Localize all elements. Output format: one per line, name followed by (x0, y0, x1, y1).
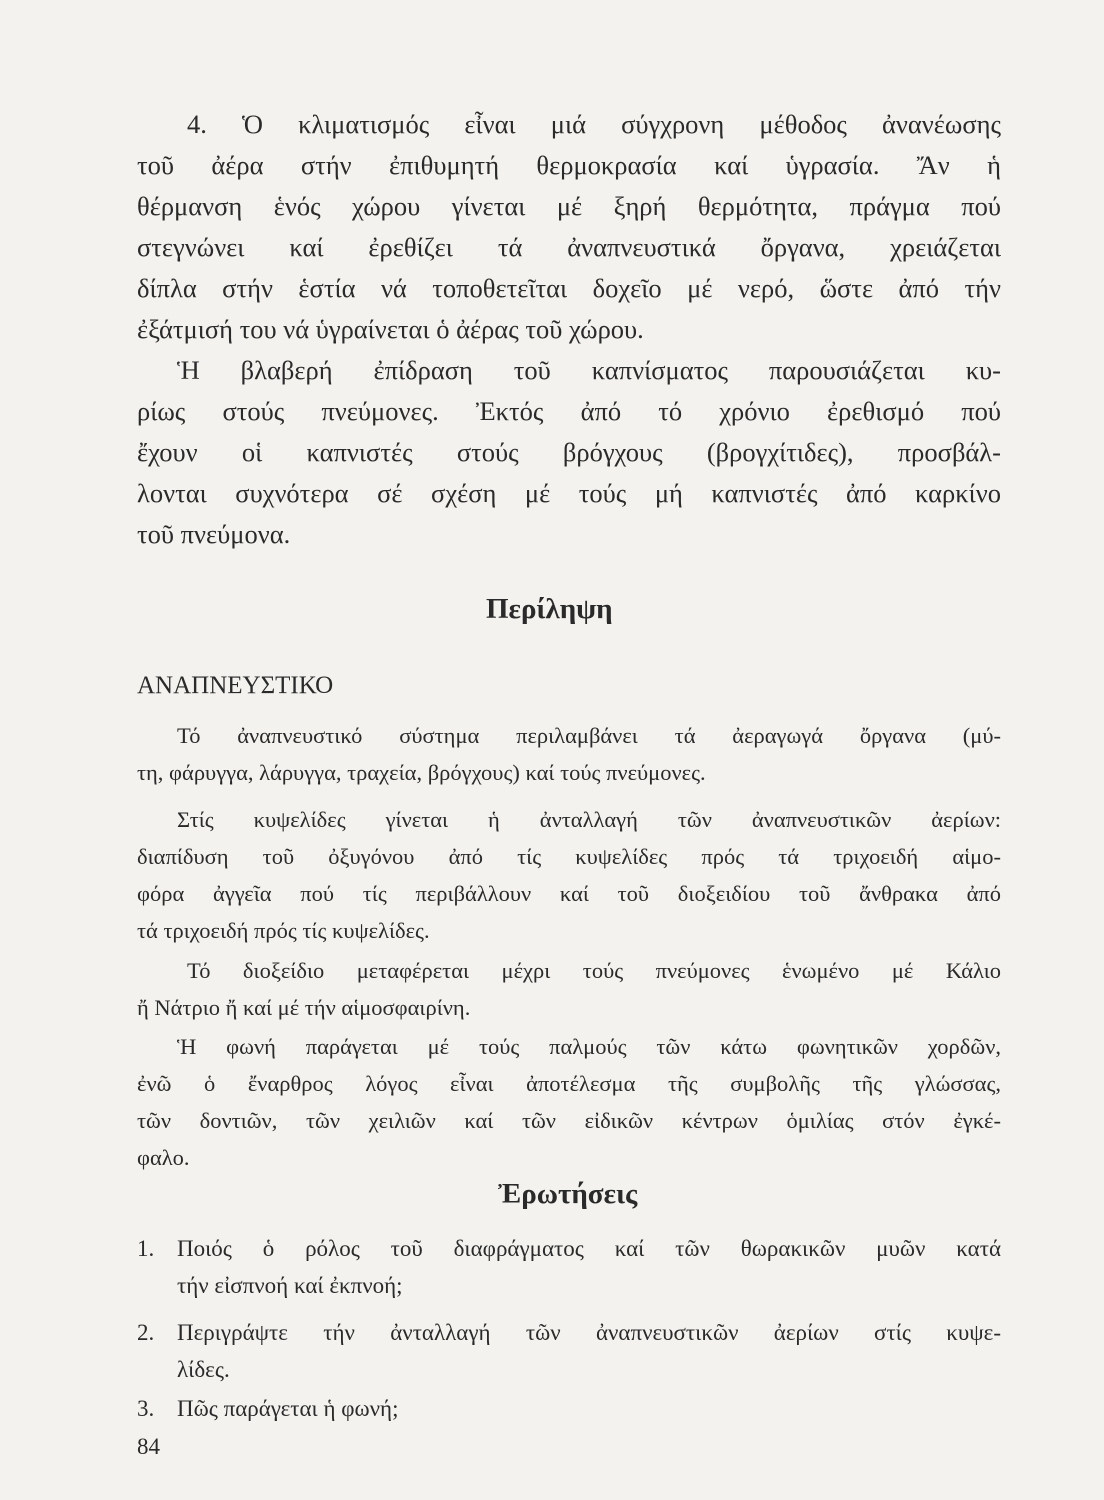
text-line: ἔχουν οἱ καπνιστές στούς βρόγχους (βρογχίτιδες), προσβάλ- (137, 437, 1001, 467)
question-number: 3. (137, 1396, 155, 1421)
text-line: τοῦ πνεύμονα. (137, 519, 291, 549)
text-line: 4. Ὁ κλιματισμός εἶναι μιά σύγχρονη μέθοδος ἀνανέωσης (187, 109, 1001, 139)
text-line: λονται συχνότερα σέ σχέση μέ τούς μή καπνιστές ἀπό καρκίνο (137, 478, 1001, 508)
text-line: φαλο. (137, 1145, 190, 1170)
text-line: δίπλα στήν ἑστία νά τοποθετεῖται δοχεῖο μέ νερό, ὥστε ἀπό τήν (137, 273, 1001, 303)
text-line: διαπίδυση τοῦ ὀξυγόνου ἀπό τίς κυψελίδες πρός τά τριχοειδή αἱμο- (137, 844, 1001, 869)
text-line: Ἡ βλαβερή ἐπίδραση τοῦ καπνίσματος παρουσιάζεται κυ- (177, 355, 1001, 385)
text-line: τά τριχοειδή πρός τίς κυψελίδες. (137, 918, 430, 943)
text-line: Τό διοξείδιο μεταφέρεται μέχρι τούς πνεύμονες ἑνωμένο μέ Κάλιο (187, 958, 1001, 983)
question-line: λίδες. (177, 1357, 230, 1382)
text-line: θέρμανση ἑνός χώρου γίνεται μέ ξηρή θερμότητα, πράγμα πού (137, 191, 1001, 221)
text-line: ρίως στούς πνεύμονες. Ἐκτός ἀπό τό χρόνιο ἐρεθισμό πού (137, 396, 1001, 426)
text-line: Στίς κυψελίδες γίνεται ἡ ἀνταλλαγή τῶν ἀναπνευστικῶν ἀερίων: (177, 807, 1001, 832)
text-line: τοῦ ἀέρα στήν ἐπιθυμητή θερμοκρασία καί ὑγρασία. Ἄν ἡ (137, 150, 1001, 180)
text-line: Ἡ φωνή παράγεται μέ τούς παλμούς τῶν κάτω φωνητικῶν χορδῶν, (177, 1034, 1001, 1059)
question-line: Πῶς παράγεται ἡ φωνή; (177, 1396, 399, 1421)
text-line: στεγνώνει καί ἐρεθίζει τά ἀναπνευστικά ὄργανα, χρειάζεται (137, 232, 1001, 262)
questions-heading: Ἐρωτήσεις (498, 1178, 638, 1210)
question-number: 1. (137, 1236, 155, 1261)
text-line: ἐνῶ ὁ ἔναρθρος λόγος εἶναι ἀποτέλεσμα τῆς συμβολῆς τῆς γλώσσας, (137, 1071, 1001, 1096)
question-line: τήν εἰσπνοή καί ἐκπνοή; (177, 1273, 403, 1298)
page-number: 84 (137, 1434, 160, 1459)
summary-subheading: ΑΝΑΠΝΕΥΣΤΙΚΟ (137, 672, 334, 699)
text-line: Τό ἀναπνευστικό σύστημα περιλαμβάνει τά ἀεραγωγά ὄργανα (μύ- (177, 723, 1001, 748)
question-line: Ποιός ὁ ρόλος τοῦ διαφράγματος καί τῶν θωρακικῶν μυῶν κατά (177, 1236, 1001, 1261)
question-line: Περιγράψτε τήν ἀνταλλαγή τῶν ἀναπνευστικῶν ἀερίων στίς κυψε- (177, 1320, 1001, 1345)
text-line: τῶν δοντιῶν, τῶν χειλιῶν καί τῶν εἰδικῶν κέντρων ὁμιλίας στόν ἐγκέ- (137, 1108, 1001, 1133)
text-line: τη, φάρυγγα, λάρυγγα, τραχεία, βρόγχους) καί τούς πνεύμονες. (137, 760, 706, 785)
question-number: 2. (137, 1320, 155, 1345)
summary-heading: Περίληψη (486, 593, 613, 625)
text-line: φόρα ἀγγεῖα πού τίς περιβάλλουν καί τοῦ διοξειδίου τοῦ ἄνθρακα ἀπό (137, 881, 1001, 906)
text-line: ἐξάτμισή του νά ὑγραίνεται ὁ ἀέρας τοῦ χώρου. (137, 314, 644, 344)
text-line: ἤ Νάτριο ἤ καί μέ τήν αἱμοσφαιρίνη. (137, 995, 471, 1020)
